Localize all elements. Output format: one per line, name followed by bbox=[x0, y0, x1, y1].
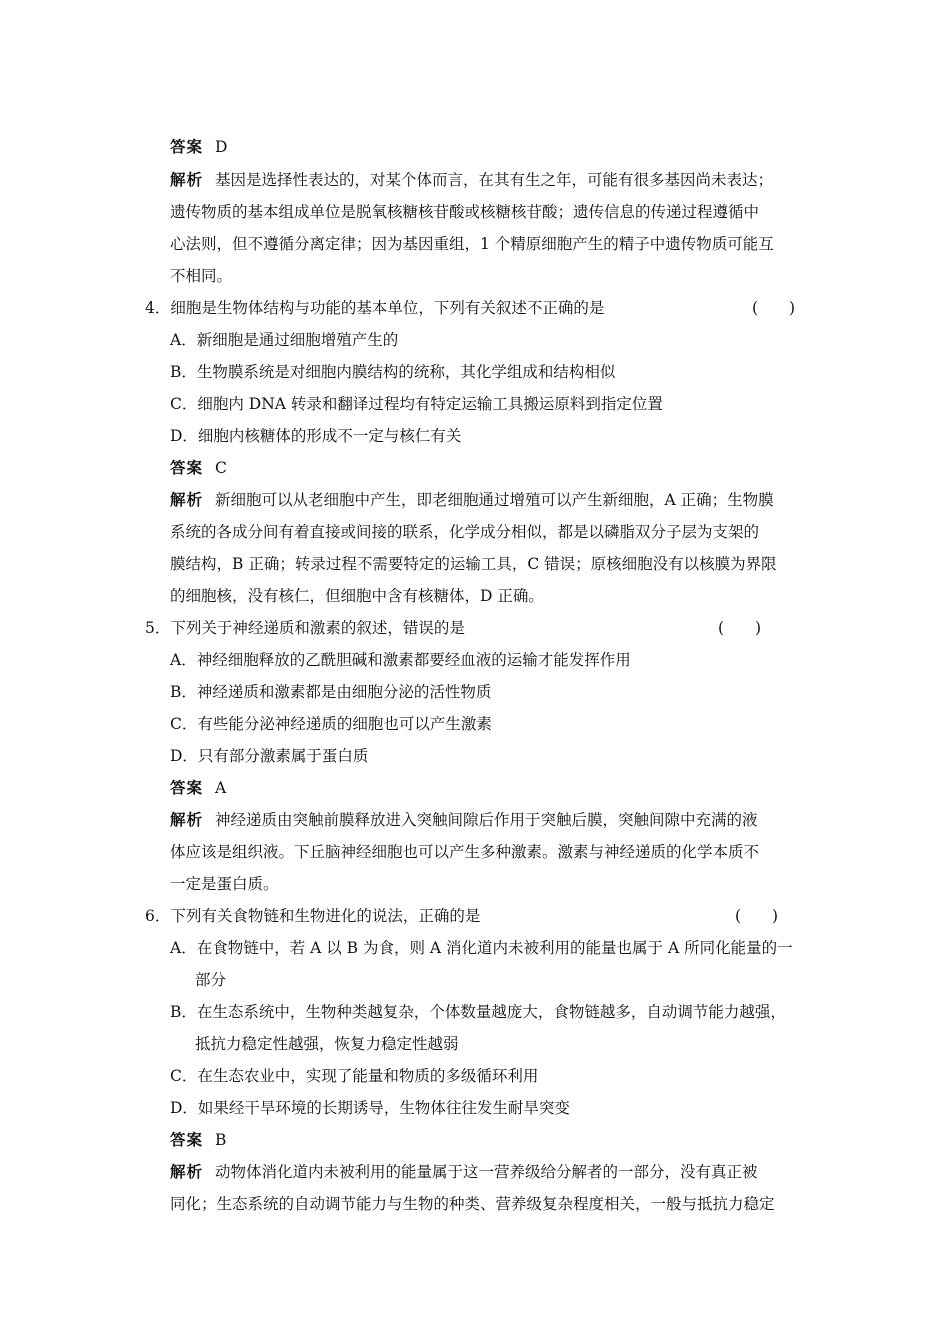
option-d: D．只有部分激素属于蛋白质 bbox=[170, 747, 369, 765]
analysis-line: 同化；生态系统的自动调节能力与生物的种类、营养级复杂程度相关，一般与抵抗力稳定 bbox=[170, 1195, 775, 1213]
answer-label: 答案 bbox=[170, 137, 204, 156]
option-a: A．神经细胞释放的乙酰胆碱和激素都要经血液的运输才能发挥作用 bbox=[170, 651, 631, 669]
answer-value: C bbox=[215, 459, 227, 477]
analysis-line: 一定是蛋白质。 bbox=[170, 875, 279, 893]
option-c: C．在生态农业中，实现了能量和物质的多级循环利用 bbox=[170, 1067, 539, 1085]
option-d: D．如果经干旱环境的长期诱导，生物体往往发生耐旱突变 bbox=[170, 1099, 570, 1117]
answer-line bbox=[170, 778, 226, 798]
option-d: D．细胞内核糖体的形成不一定与核仁有关 bbox=[170, 427, 462, 445]
question-4-stem: 4．细胞是生物体结构与功能的基本单位，下列有关叙述不正确的是 bbox=[145, 299, 605, 317]
analysis-line: 解析 动物体消化道内未被利用的能量属于这一营养级给分解者的一部分，没有真正被 bbox=[170, 1162, 758, 1181]
analysis-line: 解析 神经递质由突触前膜释放进入突触间隙后作用于突触后膜，突触间隙中充满的液 bbox=[170, 810, 758, 829]
option-c: C．有些能分泌神经递质的细胞也可以产生激素 bbox=[170, 715, 492, 733]
analysis-label: 解析 bbox=[170, 1162, 204, 1181]
answer-bracket: ( ) bbox=[752, 299, 796, 317]
analysis-line: 系统的各成分间有着直接或间接的联系，化学成分相似，都是以磷脂双分子层为支架的 bbox=[170, 523, 760, 541]
answer-value: D bbox=[215, 138, 228, 156]
analysis-line: 不相同。 bbox=[170, 267, 233, 285]
answer-line bbox=[170, 1130, 226, 1150]
analysis-line: 体应该是组织液。下丘脑神经细胞也可以产生多种激素。激素与神经递质的化学本质不 bbox=[170, 843, 760, 861]
answer-bracket: ( ) bbox=[718, 619, 762, 637]
analysis-label: 解析 bbox=[170, 490, 204, 509]
question-5-stem: 5．下列关于神经递质和激素的叙述，错误的是 bbox=[145, 619, 465, 637]
answer-label: 答案 bbox=[170, 458, 204, 477]
answer-line bbox=[170, 137, 227, 157]
option-c: C．细胞内 DNA 转录和翻译过程均有特定运输工具搬运原料到指定位置 bbox=[170, 395, 663, 413]
option-b-continuation: 抵抗力稳定性越强，恢复力稳定性越弱 bbox=[195, 1035, 459, 1053]
analysis-line: 膜结构，B 正确；转录过程不需要特定的运输工具，C 错误；原核细胞没有以核膜为界限 bbox=[170, 555, 777, 573]
answer-value: B bbox=[215, 1131, 227, 1149]
option-b: B．生物膜系统是对细胞内膜结构的统称，其化学组成和结构相似 bbox=[170, 363, 616, 381]
analysis-line: 解析 基因是选择性表达的，对某个体而言，在其有生之年，可能有很多基因尚未表达； bbox=[170, 170, 774, 189]
answer-line bbox=[170, 458, 227, 478]
analysis-label: 解析 bbox=[170, 810, 204, 829]
answer-label: 答案 bbox=[170, 778, 204, 797]
answer-label: 答案 bbox=[170, 1130, 204, 1149]
analysis-line: 遗传物质的基本组成单位是脱氧核糖核苷酸或核糖核苷酸；遗传信息的传递过程遵循中 bbox=[170, 203, 760, 221]
analysis-line: 解析 新细胞可以从老细胞中产生，即老细胞通过增殖可以产生新细胞，A 正确；生物膜 bbox=[170, 490, 774, 509]
answer-bracket: ( ) bbox=[735, 907, 779, 925]
option-b: B．神经递质和激素都是由细胞分泌的活性物质 bbox=[170, 683, 492, 701]
option-a: A．新细胞是通过细胞增殖产生的 bbox=[170, 331, 399, 349]
question-6-stem: 6．下列有关食物链和生物进化的说法，正确的是 bbox=[145, 907, 481, 925]
option-b: B．在生态系统中，生物种类越复杂，个体数量越庞大，食物链越多，自动调节能力越强， bbox=[170, 1003, 786, 1021]
analysis-line: 的细胞核，没有核仁，但细胞中含有核糖体，D 正确。 bbox=[170, 587, 544, 605]
analysis-line: 心法则，但不遵循分离定律；因为基因重组，1 个精原细胞产生的精子中遗传物质可能互 bbox=[170, 235, 774, 253]
option-a-continuation: 部分 bbox=[195, 971, 227, 989]
answer-value: A bbox=[215, 779, 227, 797]
analysis-label: 解析 bbox=[170, 170, 204, 189]
option-a: A．在食物链中，若 A 以 B 为食，则 A 消化道内未被利用的能量也属于 A 所同化能量的一 bbox=[170, 939, 793, 957]
